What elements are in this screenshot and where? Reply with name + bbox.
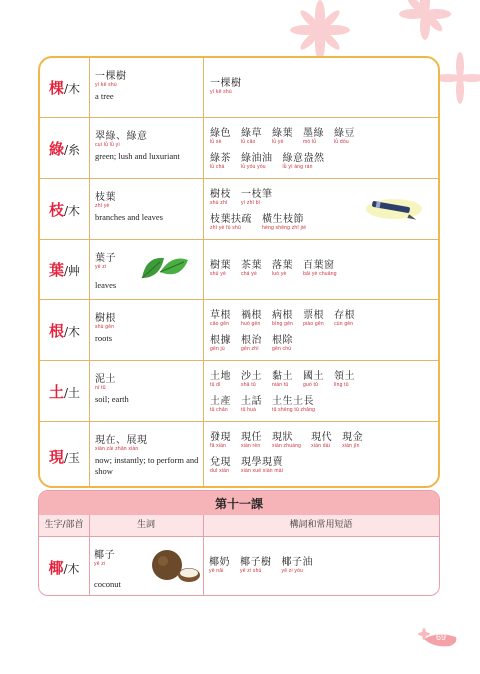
char-radical: 根/木	[48, 321, 81, 340]
header-phrases: 構詞和常用短語	[289, 520, 353, 531]
phrase-pinyin: luò yè	[272, 271, 287, 277]
word-cell	[89, 537, 203, 596]
new-word	[95, 188, 116, 209]
word-cell	[90, 240, 204, 299]
new-word	[95, 309, 116, 330]
phrase-hanzi: 椰子樹	[240, 557, 272, 568]
lesson-header-row	[39, 515, 439, 537]
phrase-hanzi: 現任	[241, 432, 262, 443]
phrase-hanzi: 一棵樹	[210, 78, 242, 89]
char-cell	[39, 537, 89, 596]
phrase-item	[283, 149, 325, 170]
phrase-hanzi: 現金	[342, 432, 364, 443]
word-cell	[90, 179, 204, 239]
phrase-item	[210, 149, 231, 170]
phrase-pinyin: mò lǜ	[303, 139, 317, 145]
phrase-hanzi: 兌現	[210, 457, 231, 468]
new-word	[95, 431, 148, 452]
phrase-item	[342, 428, 363, 449]
phrase-item	[241, 256, 262, 277]
word-pinyin: zhī yè	[95, 203, 110, 209]
phrase-pinyin: guó tǔ	[303, 382, 319, 388]
phrase-item	[241, 124, 262, 145]
phrase-hanzi: 枝葉扶疏	[210, 214, 252, 225]
new-character: 棵	[48, 79, 64, 97]
phrase-line	[210, 367, 432, 388]
phrase-pinyin: shā tǔ	[241, 382, 256, 388]
phrase-item	[210, 185, 231, 206]
phrase-pinyin: cǎo gēn	[210, 321, 230, 327]
new-word	[95, 67, 127, 88]
phrase-hanzi: 根治	[241, 335, 262, 346]
char-radical: 棵/木	[48, 79, 81, 97]
phrase-pinyin: shù yè	[210, 271, 226, 277]
lesson-title: 第十一課	[39, 491, 439, 515]
char-cell	[40, 179, 90, 239]
phrase-pinyin: fā xiàn	[210, 443, 227, 449]
phrase-hanzi: 現學現賣	[241, 457, 283, 468]
phrase-hanzi: 橫生枝節	[262, 214, 304, 225]
word-meaning: soil; earth	[95, 394, 129, 404]
phrase-pinyin: xiàn xué xiàn mài	[241, 468, 284, 474]
radical: 糸	[68, 142, 81, 157]
phrase-item	[241, 306, 262, 327]
word-pinyin: yì kē shù	[95, 82, 117, 88]
phrase-pinyin: lǜ sè	[210, 139, 222, 145]
word-pinyin: shù gēn	[95, 324, 115, 330]
phrase-line	[210, 392, 432, 413]
phrase-pinyin: yì kē shù	[210, 89, 232, 95]
phrase-item	[241, 453, 283, 474]
header-new-words: 生詞	[136, 520, 155, 531]
word-hanzi: 現在、展現	[95, 435, 148, 446]
phrase-line	[209, 553, 433, 574]
phrase-cell	[204, 300, 438, 360]
phrase-item	[210, 453, 231, 474]
phrase-item	[210, 124, 231, 145]
phrase-pinyin: lǜ chá	[210, 164, 225, 170]
word-meaning: branches and leaves	[95, 212, 163, 222]
phrase-hanzi: 椰奶	[209, 557, 230, 568]
phrase-cell	[204, 240, 438, 299]
phrase-item	[209, 553, 230, 574]
word-cell	[90, 58, 204, 117]
phrase-hanzi: 根除	[272, 335, 293, 346]
word-pinyin: yē zi	[94, 561, 106, 567]
vocab-row	[40, 179, 438, 240]
phrase-pinyin: huò gēn	[241, 321, 261, 327]
phrase-cell	[204, 179, 438, 239]
phrase-item	[272, 367, 293, 388]
vocab-row	[40, 300, 438, 361]
phrase-pinyin: gēn chú	[272, 346, 292, 352]
phrase-item	[262, 210, 306, 231]
phrase-item	[210, 306, 231, 327]
phrase-hanzi: 綠意盎然	[282, 153, 325, 164]
phrase-line	[210, 256, 432, 277]
phrase-item	[210, 331, 231, 352]
phrase-hanzi: 椰子油	[281, 557, 313, 568]
phrase-pinyin: xiàn rèn	[241, 443, 261, 449]
phrase-item	[303, 306, 324, 327]
word-meaning: now; instantly; to perform and show	[95, 455, 199, 476]
phrase-item	[210, 210, 252, 231]
phrase-item	[210, 428, 231, 449]
phrase-hanzi: 綠豆	[334, 128, 355, 139]
phrase-pinyin: tǔ chǎn	[210, 407, 228, 413]
phrase-cell	[203, 537, 439, 596]
phrase-pinyin: bǎi yè chuāng	[303, 271, 337, 277]
phrase-line	[210, 306, 432, 327]
phrase-item	[241, 185, 273, 206]
new-word	[95, 127, 148, 148]
word-hanzi: 一棵樹	[95, 71, 127, 82]
vocab-row	[40, 58, 438, 118]
phrase-item	[241, 392, 262, 413]
page-number-badge	[416, 628, 460, 650]
word-meaning: a tree	[95, 91, 114, 101]
phrase-pinyin: tǔ dì	[210, 382, 221, 388]
radical: 土	[68, 385, 81, 400]
phrase-item	[241, 331, 262, 352]
radical: 木	[68, 82, 81, 96]
phrase-hanzi: 草根	[210, 310, 231, 321]
phrase-item	[210, 74, 242, 95]
char-cell	[40, 58, 90, 117]
coconut-illustration	[149, 545, 201, 587]
phrase-hanzi: 土地	[210, 371, 231, 382]
page-number: 69	[436, 632, 447, 642]
lesson-table	[38, 490, 440, 596]
char-radical: 土/土	[48, 382, 81, 401]
phrase-hanzi: 樹枝	[210, 189, 231, 200]
phrase-hanzi: 根據	[210, 335, 231, 346]
phrase-pinyin: piào gēn	[303, 321, 324, 327]
phrase-pinyin: gēn jù	[210, 346, 225, 352]
phrase-hanzi: 土話	[241, 396, 262, 407]
phrase-hanzi: 綠油油	[241, 153, 273, 164]
phrase-hanzi: 墨綠	[303, 128, 324, 139]
phrase-item	[241, 149, 273, 170]
phrase-line	[210, 453, 432, 474]
word-meaning: leaves	[95, 280, 117, 290]
new-character: 土	[48, 382, 64, 401]
phrase-item	[241, 428, 262, 449]
phrase-item	[240, 553, 272, 574]
word-cell	[90, 300, 204, 360]
phrase-pinyin: lǜ yóu yóu	[241, 164, 266, 170]
new-character: 根	[48, 321, 64, 340]
radical: 玉	[68, 450, 81, 465]
phrase-item	[334, 124, 355, 145]
char-cell	[40, 240, 90, 299]
phrase-line	[210, 428, 432, 449]
phrase-hanzi: 一枝筆	[241, 189, 273, 200]
new-character: 綠	[48, 139, 64, 158]
phrase-hanzi: 黏土	[272, 371, 293, 382]
phrase-hanzi: 百葉窗	[303, 260, 335, 271]
phrase-hanzi: 土生土長	[272, 396, 314, 407]
phrase-line	[210, 124, 432, 145]
phrase-pinyin: yē zi yóu	[281, 568, 304, 574]
char-radical: 綠/糸	[48, 139, 81, 158]
phrase-item	[272, 392, 315, 413]
vocab-row	[40, 422, 438, 488]
phrase-cell	[204, 361, 438, 421]
word-pinyin: ní tǔ	[95, 385, 106, 391]
phrase-item	[303, 256, 337, 277]
word-hanzi: 翠綠、綠意	[95, 131, 148, 142]
header-char-radical: 生字/部首	[44, 520, 84, 531]
phrase-item	[272, 124, 293, 145]
radical: 木	[68, 324, 81, 339]
phrase-pinyin: shù zhī	[210, 200, 228, 206]
new-word	[94, 546, 115, 567]
phrase-hanzi: 領土	[334, 371, 355, 382]
new-character: 枝	[48, 200, 64, 219]
phrase-item	[210, 367, 231, 388]
phrase-item	[303, 367, 324, 388]
char-cell	[40, 300, 90, 360]
phrase-hanzi: 落葉	[272, 260, 293, 271]
word-pinyin: yè zi	[95, 264, 107, 270]
word-hanzi: 泥土	[95, 374, 116, 385]
word-pinyin: xiàn zài zhǎn xiàn	[95, 446, 139, 452]
phrase-pinyin: duì xiàn	[210, 468, 230, 474]
phrase-hanzi: 現代	[311, 432, 333, 443]
phrase-pinyin: tǔ shēng tǔ zhǎng	[272, 407, 316, 413]
phrase-item	[272, 331, 293, 352]
phrase-pinyin: lǜ dòu	[334, 139, 349, 145]
phrase-pinyin: lǐng tǔ	[334, 382, 349, 388]
phrase-pinyin: lǜ yì àng rán	[282, 164, 313, 170]
phrase-hanzi: 國土	[303, 371, 324, 382]
word-cell	[90, 361, 204, 421]
phrase-pinyin: bìng gēn	[272, 321, 294, 327]
char-radical: 枝/木	[48, 200, 81, 219]
phrase-pinyin: yē nǎi	[209, 568, 224, 574]
phrase-hanzi: 禍根	[241, 310, 262, 321]
char-radical: 現/玉	[48, 447, 81, 466]
phrase-hanzi: 病根	[272, 310, 293, 321]
word-hanzi: 枝葉	[95, 192, 116, 203]
phrase-item	[272, 256, 293, 277]
lesson-row	[39, 537, 439, 596]
char-cell	[40, 118, 90, 178]
phrase-item	[272, 306, 293, 327]
char-radical: 椰/木	[48, 558, 80, 577]
phrase-hanzi: 沙土	[241, 371, 262, 382]
vocabulary-table	[38, 56, 440, 488]
phrase-item	[272, 428, 301, 449]
new-word	[95, 249, 116, 270]
phrase-pinyin: gēn zhì	[241, 346, 259, 352]
phrase-line	[210, 74, 432, 95]
phrase-item	[210, 256, 231, 277]
phrase-hanzi: 現狀	[272, 432, 293, 443]
phrase-item	[303, 124, 324, 145]
phrase-hanzi: 發現	[210, 432, 231, 443]
phrase-line	[210, 149, 432, 170]
phrase-hanzi: 綠色	[210, 128, 231, 139]
phrase-hanzi: 存根	[334, 310, 356, 321]
phrase-item	[334, 306, 355, 327]
phrase-cell	[204, 58, 438, 117]
phrase-pinyin: lǜ cǎo	[241, 139, 256, 145]
phrase-pinyin: zhī yè fú shū	[210, 225, 241, 231]
phrase-pinyin: chá yè	[241, 271, 257, 277]
phrase-hanzi: 票根	[303, 310, 325, 321]
word-pinyin: cuì lǜ lǜ yì	[95, 142, 120, 148]
new-character: 現	[48, 447, 64, 466]
word-cell	[90, 118, 204, 178]
word-meaning: roots	[95, 333, 112, 343]
new-character: 葉	[48, 261, 64, 279]
phrase-pinyin: cún gēn	[334, 321, 354, 327]
radical: 木	[67, 561, 80, 576]
new-word	[95, 370, 116, 391]
word-hanzi: 葉子	[95, 253, 116, 264]
vocab-row	[40, 240, 438, 300]
pen-illustration	[364, 193, 424, 221]
char-cell	[40, 422, 90, 488]
phrase-hanzi: 綠草	[241, 128, 262, 139]
phrase-item	[334, 367, 355, 388]
phrase-cell	[204, 118, 438, 178]
new-character: 椰	[48, 558, 64, 577]
phrase-pinyin: xiàn dài	[311, 443, 331, 449]
char-cell	[40, 361, 90, 421]
word-hanzi: 椰子	[94, 550, 115, 561]
phrase-cell	[204, 422, 438, 488]
word-meaning: coconut	[94, 579, 121, 589]
phrase-pinyin: nián tǔ	[272, 382, 289, 388]
phrase-item	[210, 392, 231, 413]
phrase-pinyin: lǜ yè	[272, 139, 284, 145]
phrase-hanzi: 茶葉	[241, 260, 262, 271]
phrase-line	[210, 331, 432, 352]
phrase-hanzi: 土產	[210, 396, 231, 407]
leaves-illustration	[138, 248, 190, 288]
vocab-row	[40, 361, 438, 422]
radical: 艸	[68, 264, 81, 278]
phrase-item	[311, 428, 332, 449]
phrase-pinyin: yē zi shù	[240, 568, 262, 574]
radical: 木	[68, 203, 81, 218]
phrase-hanzi: 綠茶	[210, 153, 231, 164]
word-meaning: green; lush and luxuriant	[95, 151, 180, 161]
phrase-pinyin: héng shēng zhī jié	[262, 225, 307, 231]
phrase-item	[241, 367, 262, 388]
phrase-hanzi: 樹葉	[210, 260, 231, 271]
vocab-row	[40, 118, 438, 179]
phrase-item	[282, 553, 314, 574]
word-hanzi: 樹根	[95, 313, 116, 324]
word-cell	[90, 422, 204, 488]
phrase-hanzi: 綠葉	[272, 128, 293, 139]
phrase-pinyin: xiàn zhuàng	[272, 443, 302, 449]
phrase-pinyin: tǔ huà	[241, 407, 257, 413]
phrase-pinyin: xiàn jīn	[342, 443, 360, 449]
phrase-pinyin: yì zhī bǐ	[241, 200, 261, 206]
char-radical: 葉/艸	[48, 261, 81, 279]
